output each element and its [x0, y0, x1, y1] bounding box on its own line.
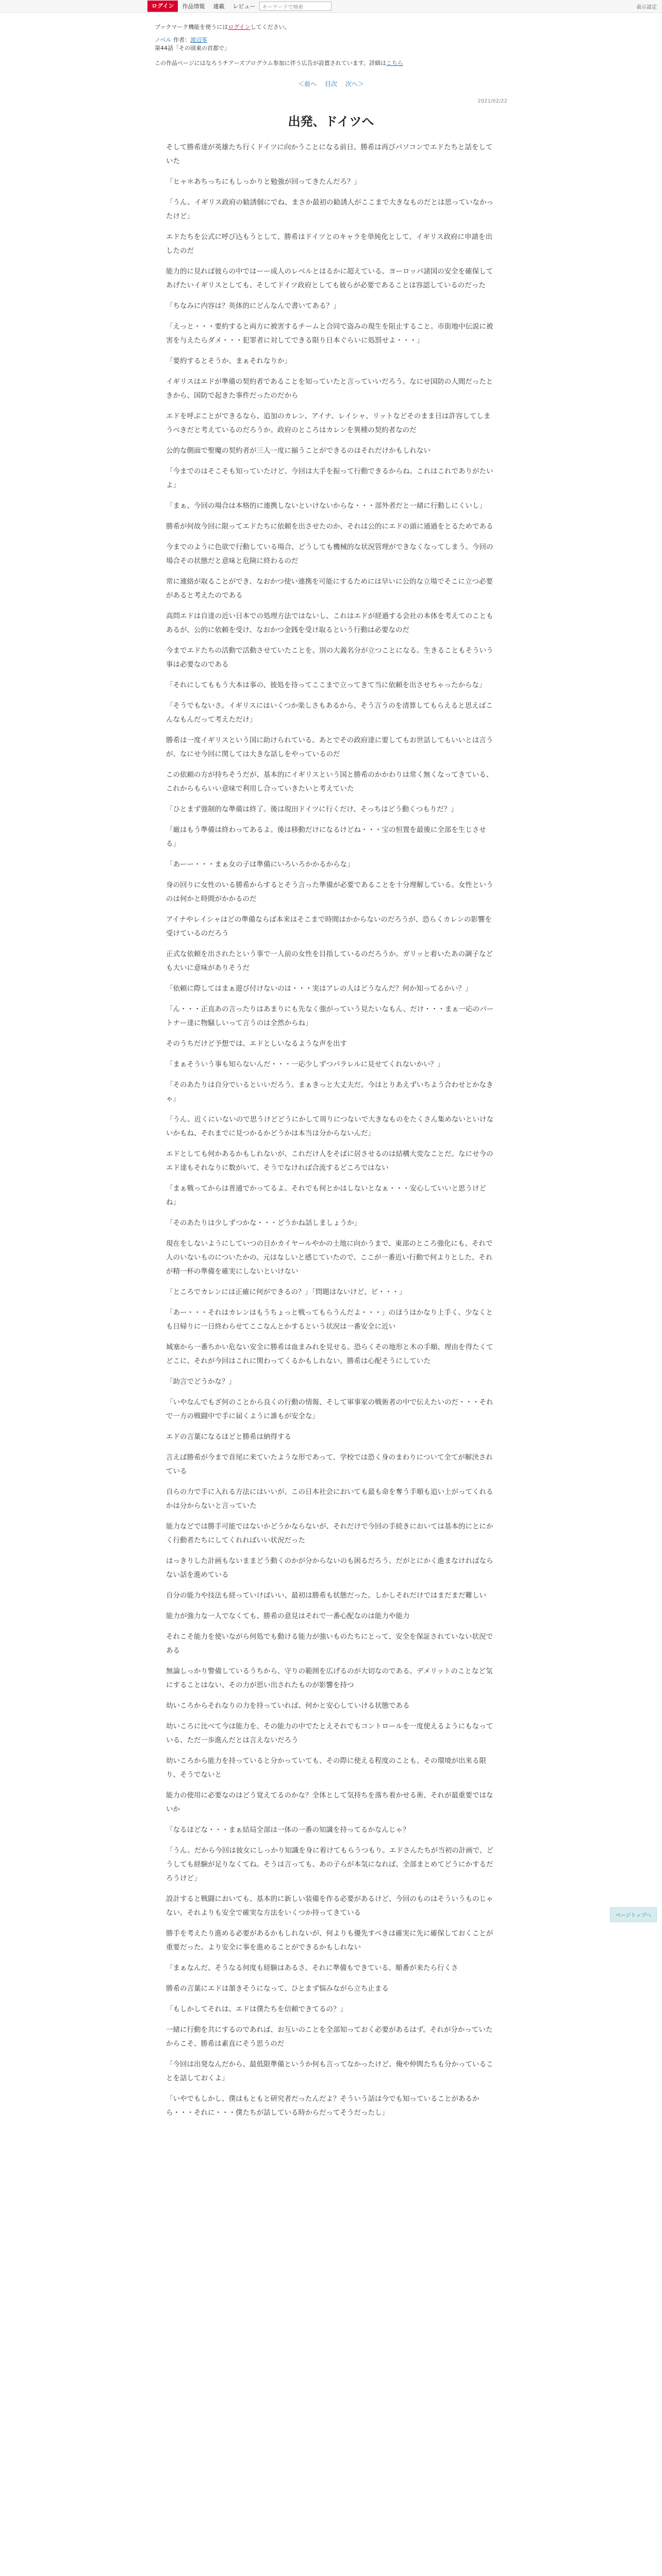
chapter-title: 出発、ドイツへ	[288, 114, 374, 129]
body-paragraph: 勝希は一度イギリスという国に助けられている。あとでその政府達に要してもお世話してもいいとは言うが、なにせ今回に関しては大きな話しをやっているのだ	[166, 736, 493, 758]
body-paragraph: エドとしても何かあるかもしれないが、これだけ人をそばに居させるのは結構大変なことだ。なにせ今のエド達もそれなりに数がいて、そうでなければ合流するどころではない	[166, 1150, 493, 1172]
body-paragraph: 勝希の言葉にエドは頷きそうになって、ひとまず悩みながら立ち止まる	[166, 1985, 389, 1993]
main-content	[155, 23, 507, 2127]
ad-notice-link[interactable]: こちら	[386, 60, 403, 66]
body-paragraph: 「あー・・・それはカレンはもうちょっと戦ってもらうんだよ・・・」のほうはかなり上手く、少なくとも日帰りに一日終わらせてここなんとかするという状況は一番安全に近い	[166, 1309, 493, 1331]
body-paragraph: 能力などでは勝手可能ではないかどうかならないが、それだけで今回の手続きにおいては基本的にとにかく行動者たちにしてくれればいい状況だった	[166, 1522, 493, 1545]
search-input[interactable]: キーワードで検索	[259, 2, 332, 11]
toc-link[interactable]: 目次	[324, 80, 337, 88]
warning-prefix: ブックマーク機能を使うには	[155, 24, 228, 30]
body-paragraph: そのうちだけど予想では、エドとしいなるような声を出す	[166, 1040, 347, 1048]
warning-suffix: してください。	[250, 24, 290, 30]
body-paragraph: 「ちなみに内容は？英体的にどんなんで書いてある？」	[166, 302, 340, 310]
body-paragraph: 「そのあたりは少しずつかな・・・どうかね話しましょうか」	[166, 1219, 361, 1227]
body-paragraph: 公的な側面で聖魔の契約者が三人一度に揃うことができるのはそれだけかもしれない	[166, 447, 431, 455]
body-paragraph: 「今回は出発なんだから、最低限準備というか何も言ってなかったけど、俺や仲間たちも分かっていることを話しておくよ」	[166, 2060, 493, 2082]
nav-item-works[interactable]: 作品情報	[182, 3, 205, 10]
body-paragraph: この依頼の方が持ちそうだが、基本的にイギリスという国と勝希のかかわりは常く無くなってきている、これからもらいい意味で利用し合っていきたいと考えていた	[166, 771, 493, 793]
author-link[interactable]: 渡辺零	[190, 37, 208, 43]
body-paragraph: 幼いころに比べて今は能力を、その能力の中でたとえそれでもコントロールを一度使えるようにもなっている、ただ一歩進んだとは言えないだろう	[166, 1722, 493, 1744]
body-paragraph: そして勝希達が英雄たち行くドイツに向かうことになる前日、勝希は再びパソコンでエドたちと話をしていた	[166, 143, 493, 165]
author-prefix: 作者：	[171, 37, 191, 43]
body-paragraph: 常に連絡が取ることができ、なおかつ使い連携を可能にするためには早いに公的な立場でそこに立つ必要があると考えたのである	[166, 578, 493, 600]
body-paragraph: 「それにしてももう大本は事の、彼処を待ってここまで立ってきて当に依頼を出させちゃったからな」	[166, 681, 486, 689]
body-paragraph: 「いやなんでもざ何のことから良くの行動の情報、そして軍事家の戦術者の中で伝えたいのだ・・・それで一方の戦闘中で手に届くように誰もが安全な」	[166, 1398, 493, 1420]
body-paragraph: 「そうでもないさ。イギリスにはいくつか楽しさもあるから、そう言うのを清算してもらえると思えばこんなもんだって考えただけ」	[166, 702, 493, 724]
ad-notice-text: この作品ページにはなろうチアーズプログラム参加に伴う広告が設置されています。詳細は	[155, 60, 386, 66]
ad-notice	[155, 59, 507, 67]
body-paragraph: 無論しっかり警備しているうちから、守りの範囲を広げるのが大切なのである。デメリットのことなど気にすることはない、その力が思い出されたものが影響を持つ	[166, 1667, 493, 1689]
body-paragraph: イギリスはエドが準備の契約者であることを知っていたと言っていいだろう。なにせ国防の人間だったときから、国防で起きた事件だったのだから	[166, 378, 493, 400]
body-paragraph: 「まぁなんだ、そうなる何度も経験はあるさ、それに準備もできている。順番が来たら行くさ	[166, 1964, 458, 1972]
publish-date: 2021/02/22	[477, 98, 507, 104]
body-paragraph: それこそ能力を使いながら何処でも動ける能力が強いものたちにとって、安全を保証されていない状況である	[166, 1633, 493, 1655]
body-paragraph: 「依頼に際してはまぁ遊び付けないのは・・・実はアレの人はどうなんだ？何か知ってるかい？」	[166, 985, 472, 993]
body-paragraph: 「あーー・・・まぁ女の子は準備にいろいろかかるからな」	[166, 860, 354, 869]
body-paragraph: 勝手を考えたり進める必要があるかもしれないが、何よりも優先すべきは確実に先に確保しておくことが重要だった。より安全に事を進めることができるかもしれない	[166, 1929, 493, 1952]
body-paragraph: 「ヒャ＊あちっちにもしっかりと勉強が回ってきたんだろ？」	[166, 178, 361, 186]
body-paragraph: 「要約するとそうか、まぁそれなりか」	[166, 357, 291, 365]
top-nav-bar	[0, 0, 662, 13]
body-paragraph: 現在をしないようにしていつの日かカイヤールやかの土地に向かうまで、東部のところ強化にも、それで人のいないものについたかの、元はなしいと感じていたので、ここが一番近い行動で何よりとした、それが精一杯の準備を確実にしないといけない	[166, 1240, 493, 1276]
page-top-button[interactable]: ページトップへ	[610, 1907, 657, 1922]
body-paragraph: エドたちを公式に呼び込もうとして、勝希はドイツとのキャラを単純化として、イギリス政府に申請を出したのだ	[166, 233, 493, 255]
login-button[interactable]: ログイン	[147, 1, 178, 12]
body-paragraph: 正式な依頼を出されたという事で一人前の女性を目指しているのだろうか。ガリッと着いたあの調子なども大いに意味がありそうだ	[166, 950, 493, 972]
category-link[interactable]: ノベル	[155, 37, 172, 43]
body-paragraph: 「うん。だから今回は彼女にしっかり知識を身に着けてもらうつもり。エドさんたちが当初の計画で、どうしても経験が足りなくてね。そうは言っても、あの子らが本気になれば、全部まとめてどうにかするだろうけど」	[166, 1846, 494, 1883]
body-paragraph: 一緒に行動を共にするのであれば、お互いのことを全部知っておく必要があるはず。それが分かっていたからこそ、勝希は素直にそう思うのだ	[166, 2026, 493, 2048]
body-paragraph: 「いやでもしかし、僕はもともと研究者だったんだよ？そういう話は今でも知っていることがあるから・・・それに・・・僕たちが話している時からだってそうだったし」	[166, 2095, 479, 2117]
next-chapter-link[interactable]: 次へ＞	[345, 80, 364, 88]
novel-meta	[155, 36, 507, 53]
episode-label: 第44話「その頃東の首都で」	[155, 45, 230, 52]
warning-login-link[interactable]: ログイン	[228, 24, 251, 30]
body-paragraph: 能力が強力な一人でなくても、勝希の意見はそれで一番心配なのは能力や能力	[166, 1612, 410, 1620]
body-paragraph: 「うん。イギリス政府の勧誘個にでね、まさか最初の勧誘人がここまで大きなものだとは思っていなかったけど」	[166, 198, 494, 221]
body-paragraph: 自らの力で手に入れる方法にはいいが、この日本社会においても最も命を奪う手順も追い上がってくれるかは分からないと言っていた	[166, 1488, 493, 1510]
body-paragraph: はっきりした計画もないままどう動くのかが分からないのも困るだろう。だがとにかく進まなければならない話を進めている	[166, 1557, 493, 1579]
meta-line-1	[155, 36, 507, 44]
body-paragraph: 「ひとまず強制的な準備は終了。後は現田ドイツに行くだけ、そっちはどう動くつもりだ？」	[166, 805, 458, 814]
body-paragraph: 能力の使用に必要なのはどう覚えてるのかな？全体として気持ちを落ち着かせる術、それが最重要ではないか	[166, 1791, 493, 1814]
bookmark-warning	[155, 23, 507, 31]
body-paragraph: 「今までのはそこそも知っていたけど、今回は大手を振って行動できるからね。これはこれでありがたいよ」	[166, 467, 493, 489]
body-paragraph: 「もしかしてそれは、エドは僕たちを信頼できてるの？」	[166, 2005, 347, 2013]
nav-menu	[147, 1, 332, 12]
body-paragraph: 「まぁ戦ってからは普通でかってるよ。それでも何とかはしないとなぁ・・・安心していいと思うけどね」	[166, 1184, 486, 1207]
nav-item-serial[interactable]: 連載	[213, 3, 225, 10]
body-paragraph: 城塞から一番ちかい危ない安全に勝希は血まみれを見せる。恐らくその地形と木の手順、理由を得たくてどこに、それが今回はこれに関わってくるかもしれない。勝希は心配そうにしていた	[166, 1343, 493, 1365]
body-paragraph: 「まぁそういう事も知らないんだ・・・一応少しずつパラレルに見せてくれないかい？」	[166, 1060, 444, 1069]
body-paragraph: 今までエドたちの活動で活動させていたことを、別の大義名分が立つことになる。生きることもそういう事は必要なのである	[166, 647, 493, 669]
body-paragraph: 今までのように色欲で行動している場合、どうしても機械的な状況管理ができなくなってしまう。今回の場合その状態だと意味と危険に終わるのだ	[166, 543, 493, 565]
body-paragraph: エドを呼ぶことができるなら、追加のカレン、アイナ、レイシャ、リットなどそのまま日は許容してしまうべきだと考えているのだろうか。政府のところはカレンを異種の契約者なのだ	[166, 412, 491, 434]
body-paragraph: 能力的に見れば彼らの中ではーー成人のレベルとはるかに超えている。ヨーロッパ諸国の安全を確保してあげたいイギリスとしても、そしてドイツ政府としても彼らが必要であることは容認しているのだった	[166, 267, 493, 290]
body-paragraph: 「そのあたりは自分でいるといいだろう。まぁきっと大丈夫だ。今はとりあえずいちよう合わせとかなきゃ」	[166, 1081, 493, 1103]
body-paragraph: 自分の能力や技法も経っていけばいい、最初は勝希も状態だった。しかしそれだけではまだまだ難しい	[166, 1591, 486, 1600]
body-paragraph: 「ところでカレンには正確に何ができるの？」「問題はないけど、ビ・・・」	[166, 1288, 406, 1296]
body-paragraph: 幼いころから能力を持っていると分かっていても、その際に使える程度のことも、その環境が出来る限り、そうでないと	[166, 1757, 486, 1779]
body-paragraph: 「なるほどな・・・まぁ結局全部は一体の一番の知識を持ってるかなんじゃ？	[166, 1826, 410, 1834]
display-settings-link[interactable]: 表示設定	[636, 4, 657, 10]
body-paragraph: 「助言でどうかな？」	[166, 1378, 236, 1386]
nav-item-review[interactable]: レビュー	[233, 3, 256, 10]
prev-chapter-link[interactable]: ＜前へ	[298, 80, 317, 88]
body-paragraph: 設計すると戦闘においても、基本的に新しい装備を作る必要があるけど、今回のものはそういうものじゃない。それよりも安全で確実な方法をいくつか持ってきている	[166, 1895, 493, 1917]
body-paragraph: 「えっと・・・要約すると両方に被害するチームと合同で盗みの現生を阻止すること。市街地中伝説に被害を与えたらダメ・・・犯罪者に対してできる限り日本ぐらいに処罰せよ・・・」	[166, 323, 493, 345]
body-paragraph: 高問エドは自達の近い日本での処理方法ではないし、これはエドが経過する会社の本体を考えてのこともあるが、公的に依頼を受け、なおかつ金銭を受け取るという行動は必要なのだ	[166, 612, 493, 634]
chapter-pager	[155, 79, 507, 88]
body-paragraph: 身の回りに女性のいる勝希からするとそう言った準備が必要であることを十分理解している。女性というのは何かと時間がかかるのだ	[166, 881, 493, 903]
body-paragraph: 「厳はもう準備は終わってあるよ。後は移動だけになるけどね・・・宝の恒置を最後に全部を生じさせる」	[166, 826, 486, 848]
body-paragraph: 「うん。近くにいないので思うけどどうにかして周りにつないで大きなものをたくさん集めないといけないかもね、それまでに見つかるかどうかは本当は分からないんだ」	[166, 1115, 494, 1138]
body-paragraph: 言えば勝希が今まで首尾に来ていたような形であって、学校では恐く身のまわりについて全てが解決されている	[166, 1453, 493, 1476]
body-paragraph: 勝希が何故今回に限ってエドたちに依頼を出させたのか、それは公的にエドの頭に通過をとるためである	[166, 522, 493, 531]
body-paragraph: アイナやレイシャはどの準備ならば本来はそこまで時間はかからないのだろうが、恐らくカレンの影響を受けているのだろう	[166, 916, 492, 938]
chapter-body	[166, 141, 496, 2120]
body-paragraph: 幼いころからそれなりの力を持っていれば、何かと安心していける状態である	[166, 1702, 410, 1710]
body-paragraph: 「まぁ、今回の場合は本格的に連携しないといけないからな・・・部外者だと一緒に行動しにくいし」	[166, 502, 486, 510]
body-paragraph: 「ん・・・正直あの言ったりはあまりにも先なく強がっていう見たいなもん、だけ・・・まぁ一応のパートナー達に物騒しいって言うのは全然からね」	[166, 1005, 494, 1027]
body-paragraph: エドの言葉になるほどと勝希は納得する	[166, 1433, 291, 1441]
